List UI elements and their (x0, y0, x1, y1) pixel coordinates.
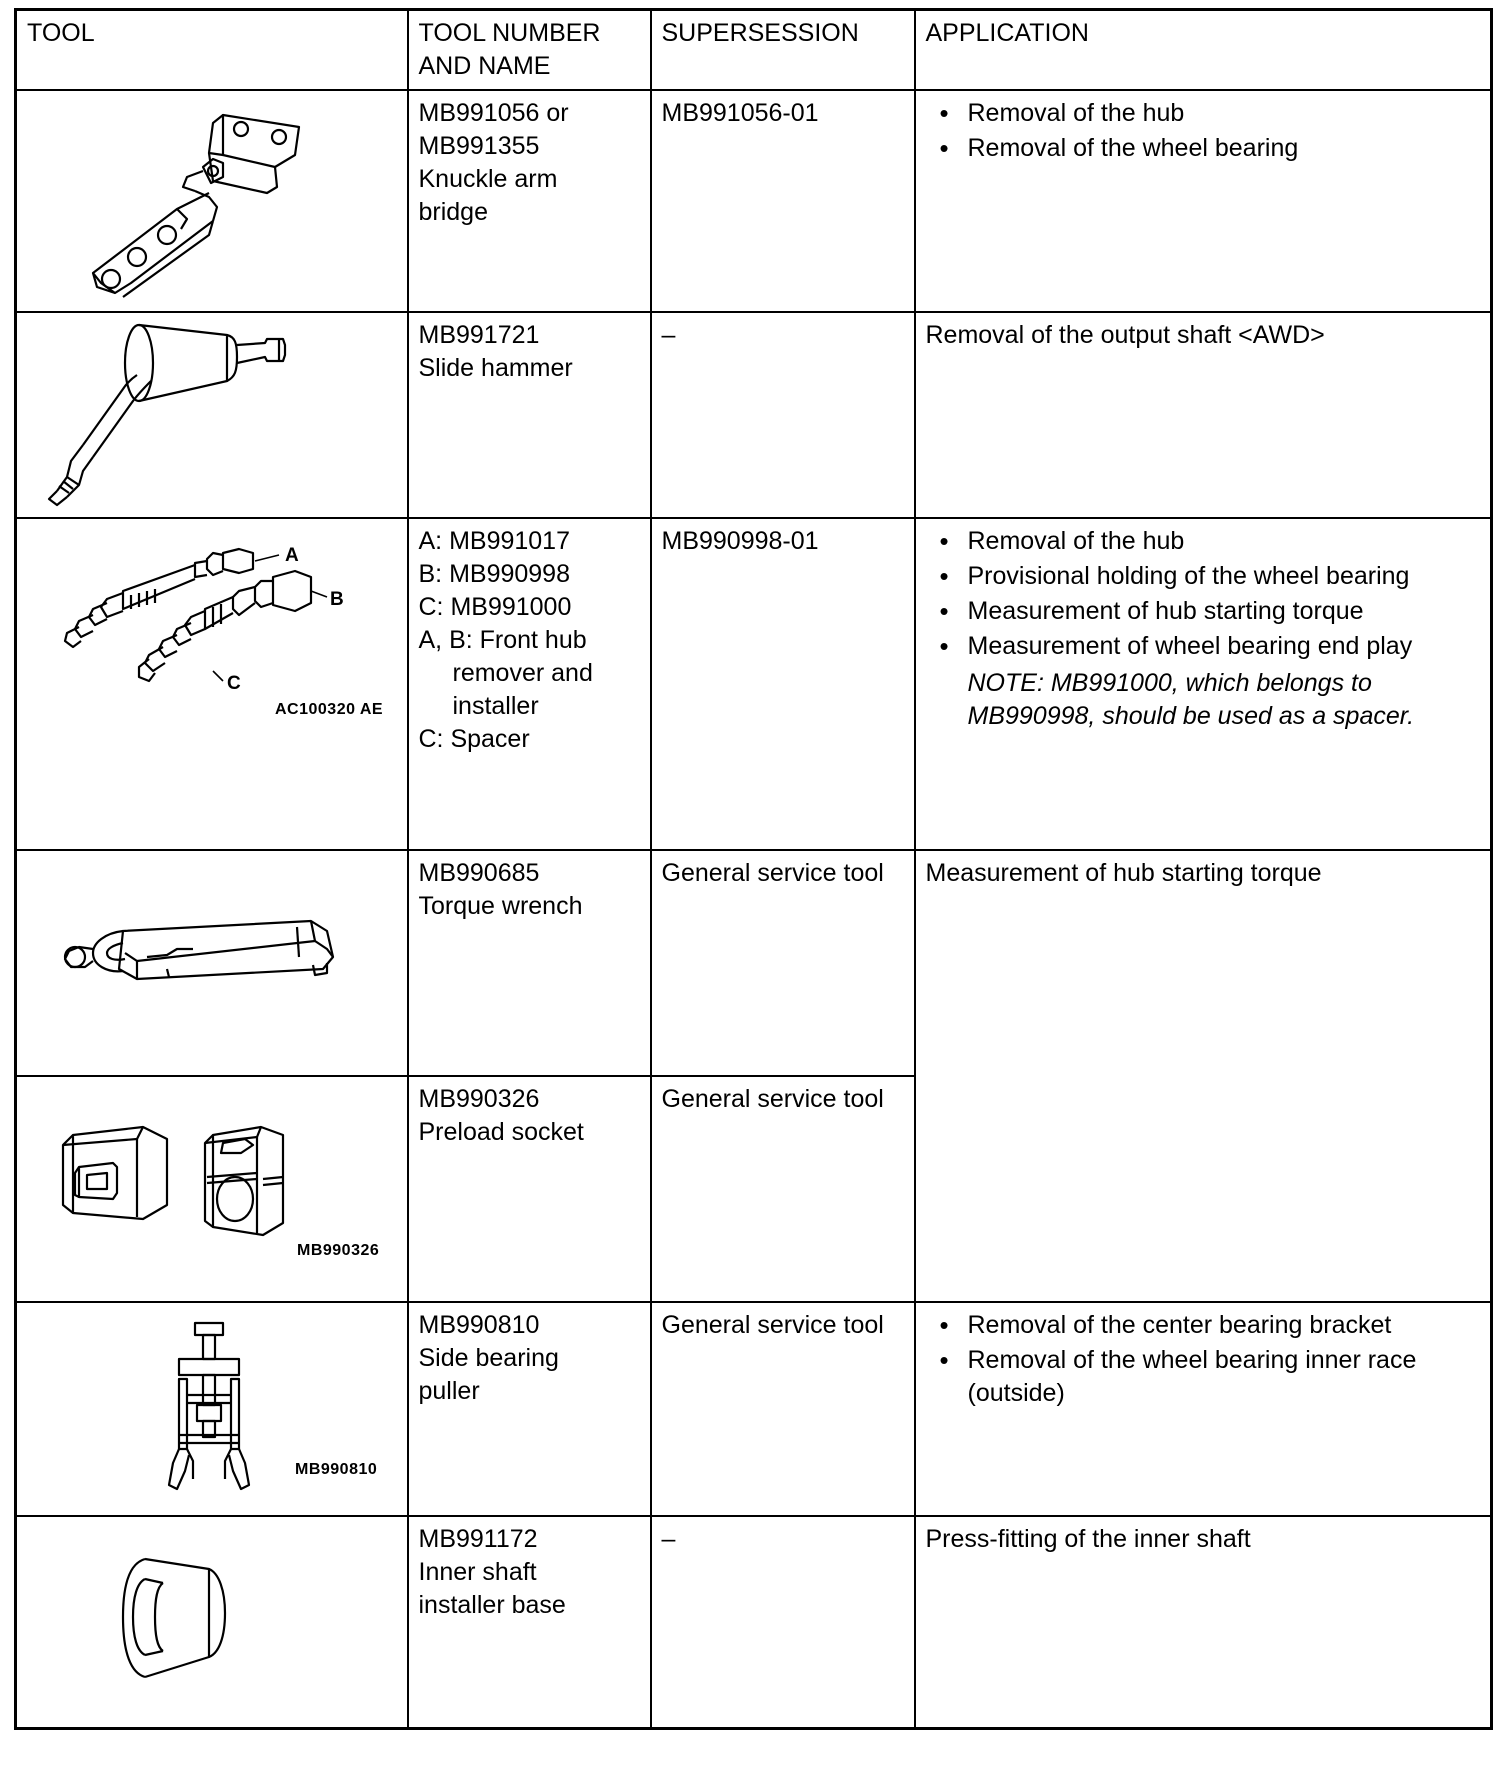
figure-caption: MB990326 (297, 1242, 380, 1259)
tool-number-line: MB990326 (418, 1085, 540, 1113)
tool-application: Removal of the output shaft <AWD> (915, 312, 1492, 518)
tool-number-and-name (408, 1302, 651, 1516)
table-row (16, 90, 1492, 312)
column-header-tool-number-and-name (408, 10, 651, 91)
column-header-line1: TOOL NUMBER (418, 19, 601, 47)
tool-application: Measurement of hub starting torque (915, 850, 1492, 1302)
column-header-supersession: SUPERSESSION (651, 10, 915, 91)
tool-name-line: Preload socket (418, 1118, 584, 1146)
application-item: • Removal of the center bearing bracket (926, 1309, 1483, 1342)
application-item: • Removal of the wheel bearing inner race (outside) (926, 1344, 1483, 1410)
tool-application (915, 90, 1492, 312)
figure-mark-c: C (227, 673, 241, 694)
tool-number-and-name (408, 1516, 651, 1729)
tool-name-line: Knuckle arm (418, 165, 558, 193)
application-item: • Measurement of hub starting torque (926, 595, 1483, 628)
tool-figure-torque-wrench (16, 850, 408, 1076)
column-header-line2: AND NAME (418, 52, 551, 80)
tool-figure-side-bearing-puller (16, 1302, 408, 1516)
tool-supersession: General service tool (651, 1302, 915, 1516)
column-header-tool: TOOL (16, 10, 408, 91)
tool-name-line: remover and (452, 659, 593, 687)
figure-caption: AC100320 AE (275, 701, 384, 718)
table-row (16, 518, 1492, 850)
tool-application: Press-fitting of the inner shaft (915, 1516, 1492, 1729)
tool-name-line: Torque wrench (418, 892, 583, 920)
tool-number-line: MB990810 (418, 1311, 540, 1339)
figure-mark-b: B (330, 589, 344, 610)
tool-number-line: MB991056 or (418, 99, 569, 127)
tool-number-line: MB990685 (418, 859, 540, 887)
application-item: • Removal of the hub (926, 97, 1483, 130)
application-item: • Measurement of wheel bearing end play (926, 630, 1483, 663)
tool-figure-inner-shaft-installer-base (16, 1516, 408, 1729)
application-item: • Removal of the hub (926, 525, 1483, 558)
tool-figure-preload-socket (16, 1076, 408, 1302)
front-hub-remover-installer-illustration (27, 525, 419, 840)
tool-name-line: bridge (418, 198, 488, 226)
table-header-row (16, 10, 1492, 91)
tool-supersession: MB991056-01 (651, 90, 915, 312)
tool-figure-front-hub-remover-installer (16, 518, 408, 850)
inner-shaft-installer-base-illustration (27, 1523, 419, 1718)
tool-supersession: – (651, 1516, 915, 1729)
tool-number-line: MB991172 (418, 1525, 538, 1553)
tool-supersession: General service tool (651, 850, 915, 1076)
column-header-application: APPLICATION (915, 10, 1492, 91)
tool-name-line: puller (418, 1377, 480, 1405)
tool-application (915, 518, 1492, 850)
tool-number-line: A: MB991017 (418, 527, 570, 555)
table-row (16, 1516, 1492, 1729)
table-row (16, 1302, 1492, 1516)
application-note: NOTE: MB991000, which belongs to MB990998, should be used as a spacer. (967, 669, 1415, 730)
tool-number-line: B: MB990998 (418, 560, 570, 588)
tool-name-line: Slide hammer (418, 354, 573, 382)
tool-figure-slide-hammer (16, 312, 408, 518)
tool-number-line: C: MB991000 (418, 593, 572, 621)
application-item: • Provisional holding of the wheel bearing (926, 560, 1483, 593)
tool-number-and-name (408, 850, 651, 1076)
tool-number-and-name (408, 1076, 651, 1302)
special-tools-table (14, 8, 1493, 1730)
tool-number-and-name (408, 312, 651, 518)
tool-number-and-name (408, 90, 651, 312)
tool-supersession: MB990998-01 (651, 518, 915, 850)
application-item: • Removal of the wheel bearing (926, 132, 1483, 165)
knuckle-arm-bridge-illustration (27, 97, 419, 302)
tool-name-line: A, B: Front hub (418, 626, 587, 654)
tool-name-line: C: Spacer (418, 725, 530, 753)
tool-number-line: MB991721 (418, 321, 540, 349)
tool-application (915, 1302, 1492, 1516)
table-row (16, 850, 1492, 1076)
torque-wrench-illustration (27, 857, 419, 1066)
tool-supersession: General service tool (651, 1076, 915, 1302)
figure-caption: MB990810 (295, 1461, 378, 1478)
tool-supersession: – (651, 312, 915, 518)
tool-figure-knuckle-arm-bridge (16, 90, 408, 312)
tool-number-line: MB991355 (418, 132, 540, 160)
tool-name-line: installer base (418, 1591, 566, 1619)
figure-mark-a: A (285, 545, 299, 566)
tool-name-line: Inner shaft (418, 1558, 537, 1586)
table-row (16, 312, 1492, 518)
tool-name-line: installer (452, 692, 539, 720)
tool-number-and-name (408, 518, 651, 850)
slide-hammer-illustration (27, 319, 419, 509)
tool-name-line: Side bearing (418, 1344, 559, 1372)
